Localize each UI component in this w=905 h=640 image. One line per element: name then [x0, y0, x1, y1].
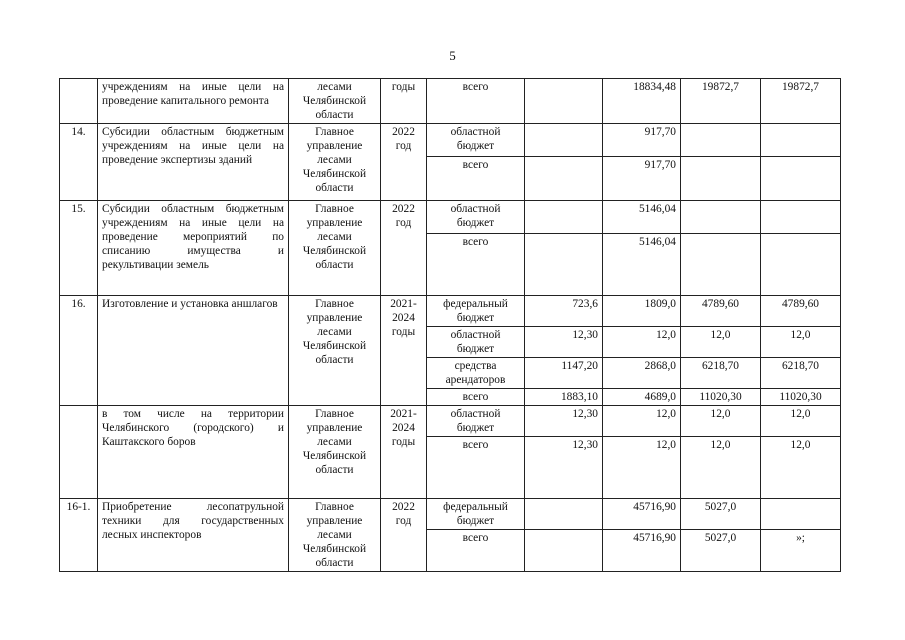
value-cell — [525, 157, 603, 201]
executor-cell: Главное управление лесами Челябинской области — [289, 296, 381, 406]
value-cell — [681, 234, 761, 296]
value-cell — [681, 157, 761, 201]
item-number-cell — [60, 79, 98, 124]
value-cell — [525, 79, 603, 124]
value-cell: 12,0 — [603, 327, 681, 358]
funding-source-cell: всего — [427, 79, 525, 124]
value-cell: 6218,70 — [681, 358, 761, 389]
value-cell: 5146,04 — [603, 201, 681, 234]
measure-name-cell: Изготовление и установка аншлагов — [98, 296, 289, 406]
value-cell — [761, 234, 841, 296]
value-cell: 12,0 — [681, 327, 761, 358]
value-cell: 19872,7 — [761, 79, 841, 124]
funding-source-cell: федеральный бюджет — [427, 499, 525, 530]
table-row — [60, 79, 841, 124]
value-cell: 4789,60 — [761, 296, 841, 327]
item-number-cell: 15. — [60, 201, 98, 296]
value-cell: 12,0 — [761, 406, 841, 437]
value-cell: 11020,30 — [761, 389, 841, 406]
page-number: 5 — [449, 48, 456, 63]
value-cell — [525, 234, 603, 296]
funding-source-cell: областной бюджет — [427, 201, 525, 234]
period-cell: 2022 год — [381, 499, 427, 572]
table-row — [60, 296, 841, 327]
period-cell: годы — [381, 79, 427, 124]
value-cell: 45716,90 — [603, 499, 681, 530]
item-number-cell: 16-1. — [60, 499, 98, 572]
table-row — [60, 406, 841, 437]
value-cell: 12,30 — [525, 437, 603, 499]
value-cell: 12,0 — [761, 437, 841, 499]
value-cell: 11020,30 — [681, 389, 761, 406]
value-cell: 5027,0 — [681, 530, 761, 572]
value-cell: 4789,60 — [681, 296, 761, 327]
item-number-cell: 16. — [60, 296, 98, 406]
value-cell: 723,6 — [525, 296, 603, 327]
value-cell — [761, 157, 841, 201]
value-cell: 1147,20 — [525, 358, 603, 389]
funding-source-cell: федеральный бюджет — [427, 296, 525, 327]
item-number-cell — [60, 406, 98, 499]
value-cell: 2868,0 — [603, 358, 681, 389]
executor-cell: Главное управление лесами Челябинской области — [289, 201, 381, 296]
value-cell — [681, 201, 761, 234]
period-cell: 2022 год — [381, 124, 427, 201]
table-body — [60, 79, 841, 572]
table-row — [60, 499, 841, 530]
value-cell: 19872,7 — [681, 79, 761, 124]
program-measures-table — [59, 78, 841, 572]
measure-name-cell: Субсидии областным бюджетным учреждениям на иные цели на проведение мероприятий по списанию имущества и рекультивации земель — [98, 201, 289, 296]
value-cell: 12,30 — [525, 327, 603, 358]
value-cell: 917,70 — [603, 157, 681, 201]
value-cell: 5146,04 — [603, 234, 681, 296]
executor-cell: лесами Челябинской области — [289, 79, 381, 124]
funding-source-cell: средства арендаторов — [427, 358, 525, 389]
value-cell: 45716,90 — [603, 530, 681, 572]
value-cell: 12,0 — [761, 327, 841, 358]
value-cell: 1883,10 — [525, 389, 603, 406]
funding-source-cell: областной бюджет — [427, 406, 525, 437]
value-cell: 5027,0 — [681, 499, 761, 530]
value-cell: 12,0 — [681, 406, 761, 437]
value-cell — [525, 530, 603, 572]
value-cell: 6218,70 — [761, 358, 841, 389]
value-cell: »; — [761, 530, 841, 572]
funding-source-cell: всего — [427, 234, 525, 296]
value-cell — [525, 499, 603, 530]
table-row — [60, 201, 841, 234]
executor-cell: Главное управление лесами Челябинской области — [289, 499, 381, 572]
value-cell: 4689,0 — [603, 389, 681, 406]
executor-cell: Главное управление лесами Челябинской области — [289, 406, 381, 499]
value-cell: 12,0 — [603, 437, 681, 499]
funding-source-cell: всего — [427, 389, 525, 406]
value-cell — [525, 201, 603, 234]
value-cell — [681, 124, 761, 157]
funding-source-cell: всего — [427, 437, 525, 499]
value-cell — [761, 124, 841, 157]
funding-source-cell: областной бюджет — [427, 327, 525, 358]
value-cell: 1809,0 — [603, 296, 681, 327]
measure-name-cell: учреждениям на иные цели на проведение капитального ремонта — [98, 79, 289, 124]
table-row — [60, 124, 841, 157]
funding-source-cell: всего — [427, 530, 525, 572]
value-cell: 917,70 — [603, 124, 681, 157]
value-cell: 12,0 — [603, 406, 681, 437]
period-cell: 2021-2024 годы — [381, 296, 427, 406]
period-cell: 2021-2024 годы — [381, 406, 427, 499]
value-cell — [525, 124, 603, 157]
funding-source-cell: всего — [427, 157, 525, 201]
executor-cell: Главное управление лесами Челябинской области — [289, 124, 381, 201]
item-number-cell: 14. — [60, 124, 98, 201]
measure-name-cell: Приобретение лесопатрульной техники для государственных лесных инспекторов — [98, 499, 289, 572]
value-cell — [761, 499, 841, 530]
measure-name-cell: Субсидии областным бюджетным учреждениям на иные цели на проведение экспертизы зданий — [98, 124, 289, 201]
funding-source-cell: областной бюджет — [427, 124, 525, 157]
value-cell: 18834,48 — [603, 79, 681, 124]
value-cell — [761, 201, 841, 234]
value-cell: 12,0 — [681, 437, 761, 499]
measure-name-cell: в том числе на территории Челябинского (городского) и Каштакского боров — [98, 406, 289, 499]
period-cell: 2022 год — [381, 201, 427, 296]
value-cell: 12,30 — [525, 406, 603, 437]
